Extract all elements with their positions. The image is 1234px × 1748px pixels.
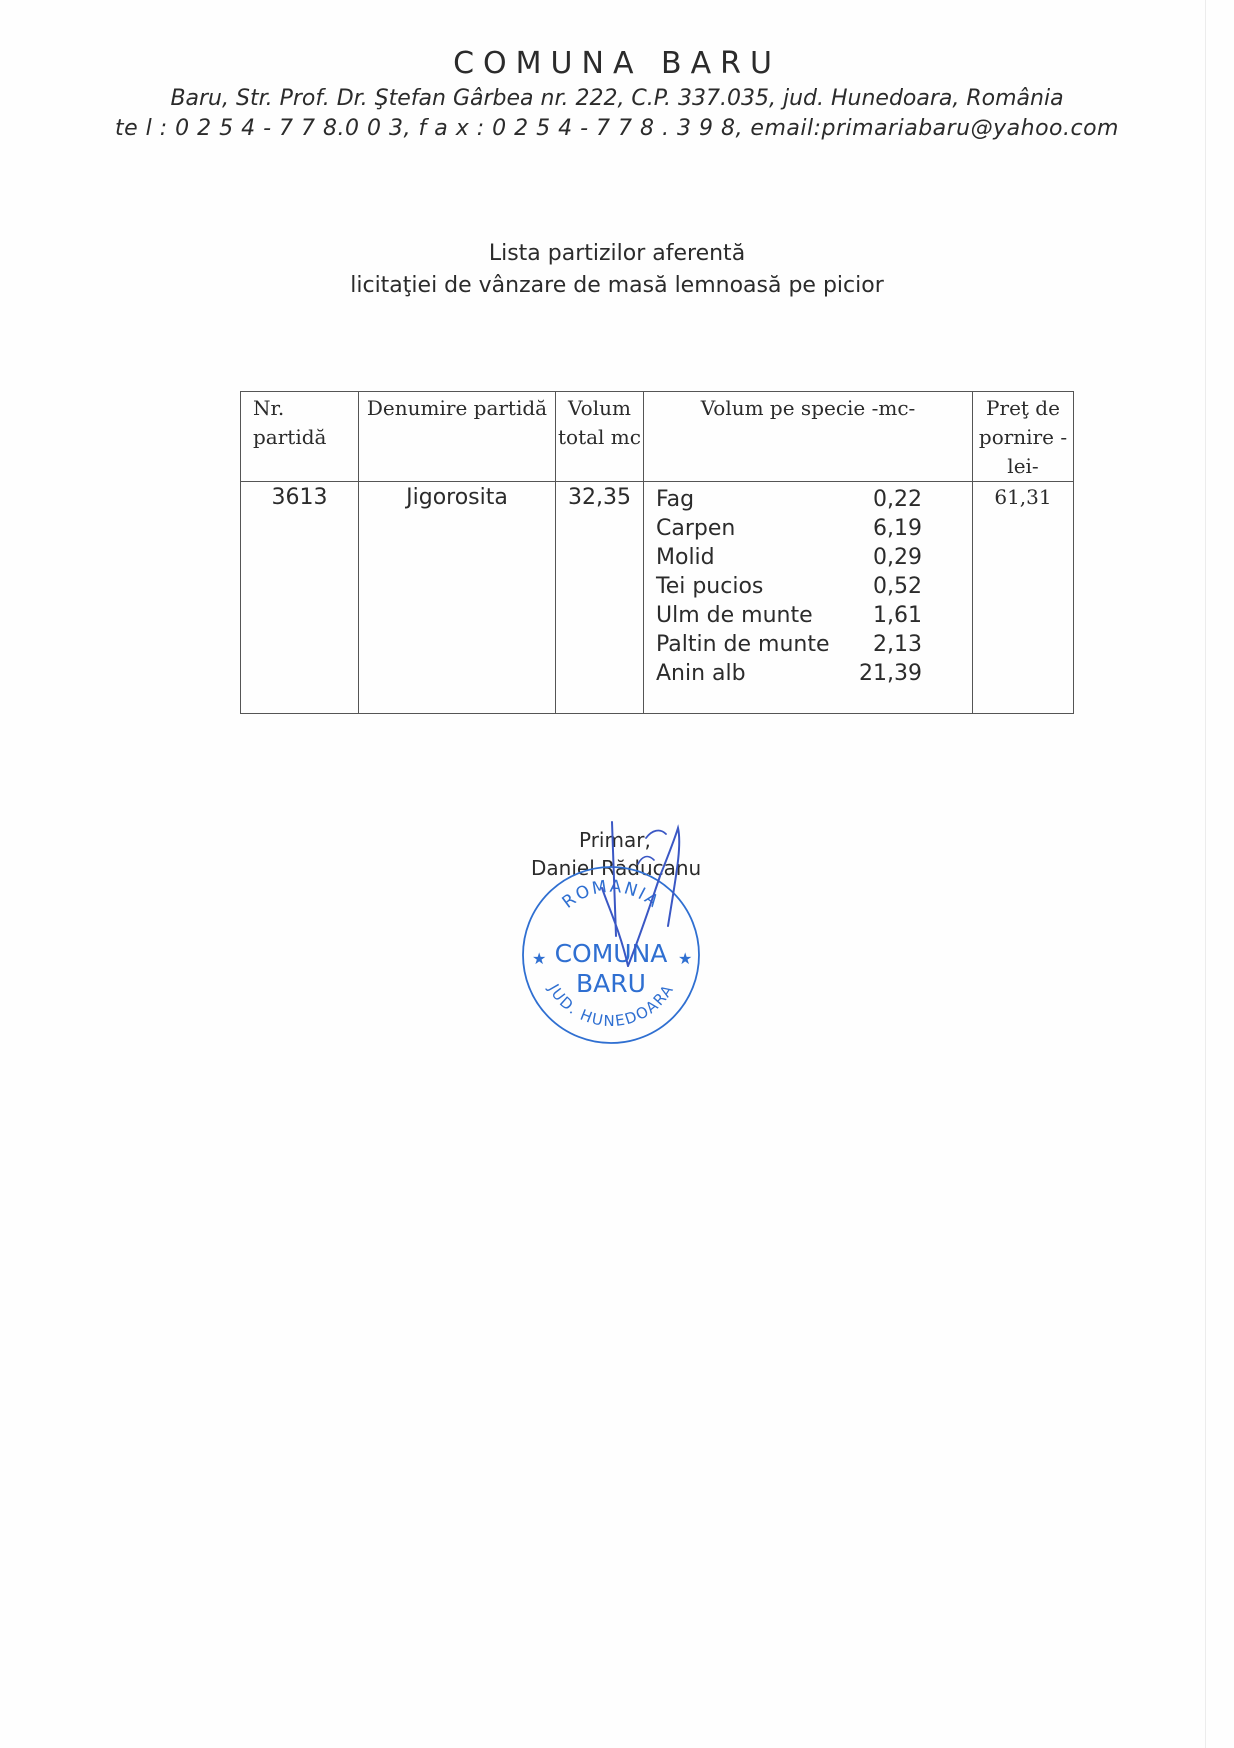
species-row — [656, 572, 922, 601]
species-name: Carpen — [656, 516, 736, 541]
species-name: Ulm de munte — [656, 603, 813, 628]
species-volume: 0,52 — [873, 574, 922, 599]
species-name: Paltin de munte — [656, 632, 830, 657]
table-header-row — [241, 392, 1074, 482]
title-line-1: Lista partizilor aferentă — [488, 241, 746, 266]
species-row — [656, 514, 922, 543]
species-volume: 21,39 — [859, 661, 922, 686]
species-volume: 1,61 — [873, 603, 922, 628]
lots-table — [240, 391, 1074, 714]
species-row — [656, 630, 922, 659]
header-denumire: Denumire partidă — [359, 392, 556, 482]
org-contact: te l : 0 2 5 4 - 7 7 8.0 0 3, f a x : 0 2 5 4 - 7 7 8 . 3 9 8, email:primariabaru@yahoo.com — [115, 116, 1119, 141]
header-nr: Nr. partidă — [241, 392, 359, 482]
cell-pret: 61,31 — [973, 482, 1074, 714]
species-volume: 6,19 — [873, 516, 922, 541]
cell-nr: 3613 — [241, 482, 359, 714]
species-name: Molid — [656, 545, 715, 570]
species-list — [644, 482, 972, 688]
species-volume: 0,22 — [873, 487, 922, 512]
org-address: Baru, Str. Prof. Dr. Ştefan Gârbea nr. 222, C.P. 337.035, jud. Hunedoara, România — [170, 86, 1064, 111]
stamp-star-left: ★ — [532, 949, 547, 968]
stamp-star-right: ★ — [678, 949, 693, 968]
header-pret: Preţ de pornire -lei- — [973, 392, 1074, 482]
species-volume: 2,13 — [873, 632, 922, 657]
species-name: Fag — [656, 487, 695, 512]
species-row — [656, 659, 922, 688]
signer-name: Daniel Răducanu — [531, 856, 702, 880]
stamp-bottom-text: JUD. HUNEDOARA — [544, 980, 678, 1031]
header-volum-total: Volum total mc — [556, 392, 644, 482]
table-row — [241, 482, 1074, 714]
title-line-2: licitaţiei de vânzare de masă lemnoasă pe picior — [350, 273, 884, 298]
species-row — [656, 485, 922, 514]
signature-block — [500, 826, 760, 1066]
species-name: Tei pucios — [656, 574, 764, 599]
cell-denumire: Jigorosita — [359, 482, 556, 714]
stamp-center-line-2: BARU — [576, 969, 646, 998]
document-title — [0, 238, 1234, 302]
signer-role: Primar, — [579, 828, 651, 852]
stamp-center-line-1: COMUNA — [554, 939, 668, 968]
stamp-top-text: ROMANIA — [558, 876, 664, 913]
handwritten-signature — [550, 816, 700, 996]
species-row — [656, 601, 922, 630]
letterhead — [0, 44, 1234, 144]
species-volume: 0,29 — [873, 545, 922, 570]
header-volum-specie: Volum pe specie -mc- — [644, 392, 973, 482]
cell-volum-total: 32,35 — [556, 482, 644, 714]
org-name: COMUNA BARU — [453, 46, 781, 81]
species-row — [656, 543, 922, 572]
cell-species — [644, 482, 973, 714]
species-name: Anin alb — [656, 661, 746, 686]
